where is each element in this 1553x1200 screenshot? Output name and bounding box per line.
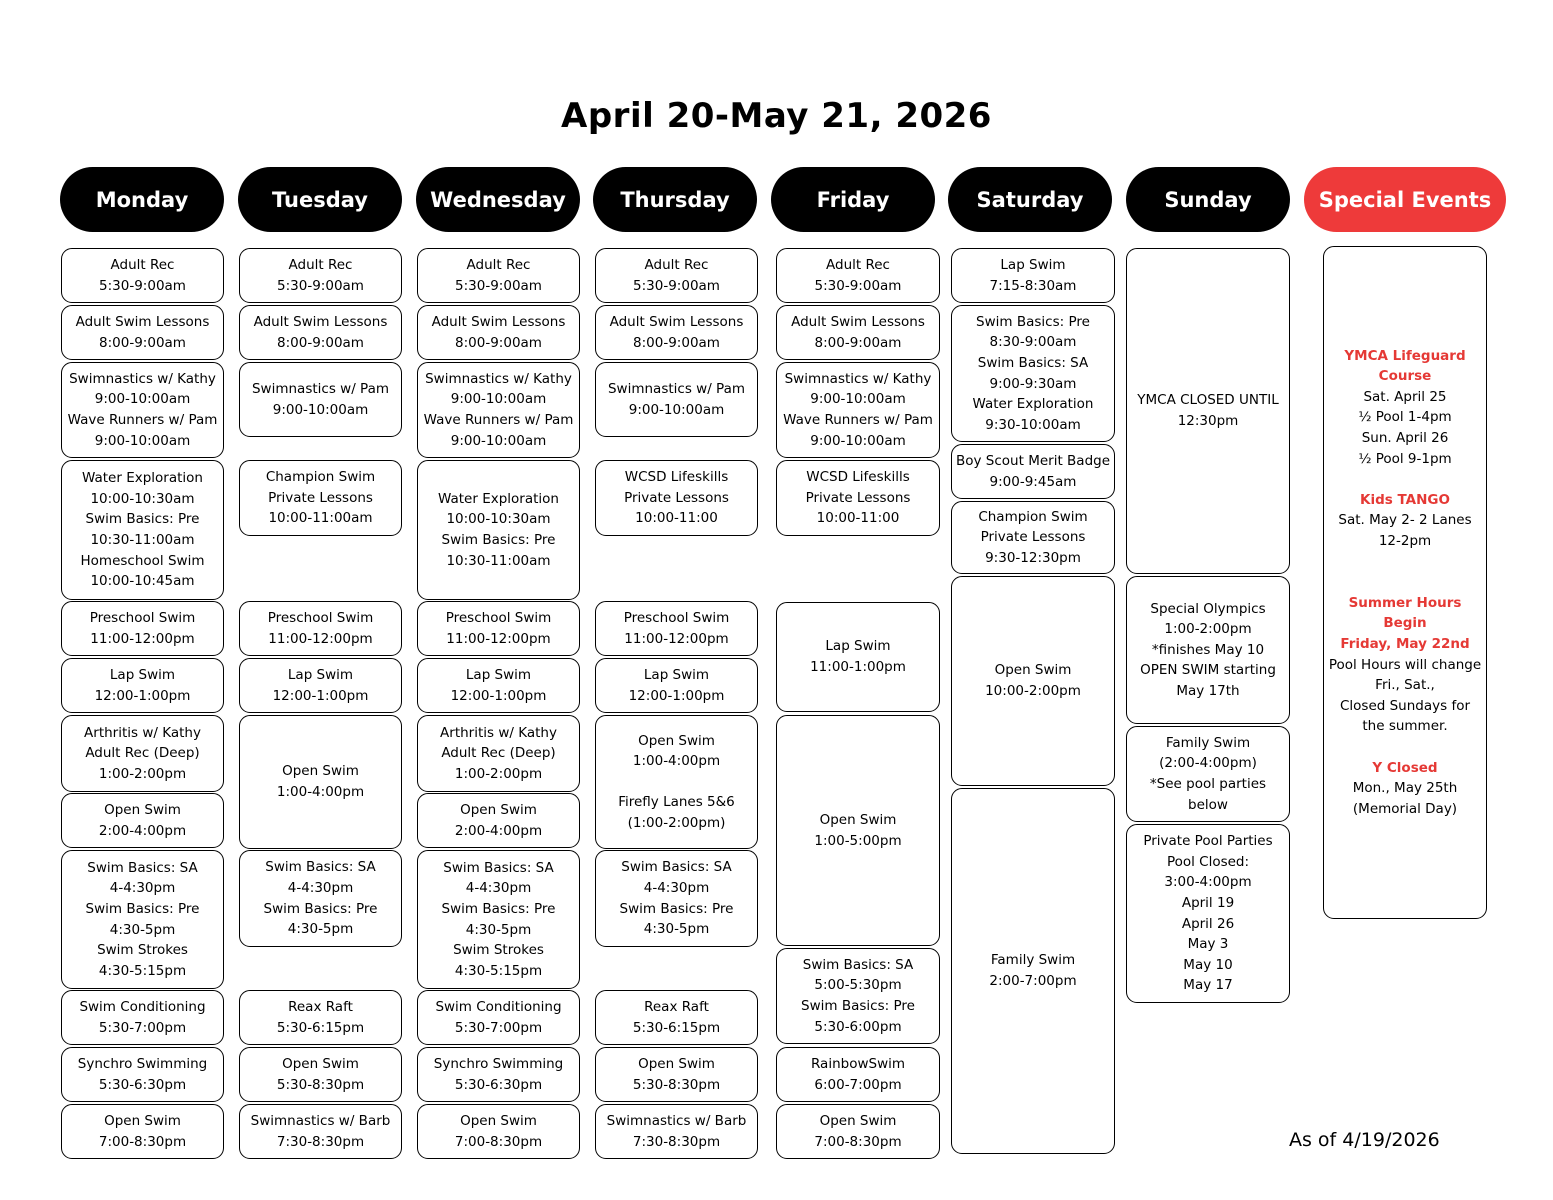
schedule-line: 4:30-5:15pm xyxy=(454,962,543,979)
schedule-block xyxy=(417,793,580,848)
schedule-line: Homeschool Swim xyxy=(80,552,205,569)
schedule-block xyxy=(595,990,758,1045)
schedule-line: Reax Raft xyxy=(644,998,709,1015)
schedule-line: Swim Basics: SA xyxy=(802,956,914,973)
schedule-line: Family Swim xyxy=(1165,734,1251,751)
schedule-block xyxy=(417,850,580,989)
day-header-saturday: Saturday xyxy=(948,167,1112,232)
special-event-line: ½ Pool 9-1pm xyxy=(1358,450,1452,467)
schedule-block xyxy=(239,248,402,303)
schedule-block xyxy=(776,1104,940,1159)
schedule-line: May 17 xyxy=(1183,977,1233,994)
schedule-block xyxy=(417,460,580,600)
as-of-date: As of 4/19/2026 xyxy=(1289,1129,1440,1151)
special-event-line: the summer. xyxy=(1362,718,1448,735)
schedule-line: 9:30-12:30pm xyxy=(985,549,1081,566)
schedule-line: Swim Basics: Pre xyxy=(976,313,1090,330)
schedule-block xyxy=(239,1047,402,1102)
schedule-line: Swimnastics w/ Kathy xyxy=(784,370,932,387)
schedule-line: Private Lessons xyxy=(805,489,911,506)
schedule-block xyxy=(61,658,224,713)
special-event-line: 12-2pm xyxy=(1378,533,1432,550)
schedule-line: 9:00-10:00am xyxy=(450,391,547,408)
schedule-line: Wave Runners w/ Pam xyxy=(783,412,933,428)
schedule-block xyxy=(239,1104,402,1159)
special-event-line: Closed Sundays for xyxy=(1339,697,1471,714)
schedule-line: Adult Rec (Deep) xyxy=(85,745,200,762)
schedule-line: 5:30-9:00am xyxy=(455,277,542,294)
special-event-heading: Kids TANGO xyxy=(1360,491,1450,508)
schedule-line: Swimnastics w/ Barb xyxy=(250,1112,391,1129)
schedule-line: Open Swim xyxy=(819,811,897,828)
schedule-block xyxy=(951,576,1115,786)
schedule-line: 1:00-2:00pm xyxy=(1164,621,1252,638)
schedule-line: 1:00-5:00pm xyxy=(814,832,902,849)
schedule-line: Lap Swim xyxy=(1000,256,1066,273)
schedule-line: 2:00-4:00pm xyxy=(454,822,543,839)
schedule-line: May 3 xyxy=(1187,936,1229,953)
schedule-line: OPEN SWIM starting xyxy=(1140,662,1276,679)
special-event-heading: YMCA Lifeguard xyxy=(1344,347,1466,364)
schedule-line: 12:00-1:00pm xyxy=(94,687,191,704)
special-events-header: Special Events xyxy=(1304,167,1506,232)
schedule-line: Private Lessons xyxy=(624,489,729,506)
schedule-line: Special Olympics xyxy=(1150,600,1266,617)
schedule-block xyxy=(951,501,1115,574)
schedule-line: 7:00-8:30pm xyxy=(98,1133,187,1150)
schedule-line: 8:00-9:00am xyxy=(814,334,902,351)
schedule-line: 9:00-10:00am xyxy=(810,391,906,408)
schedule-block xyxy=(61,715,224,792)
schedule-line: 11:00-12:00pm xyxy=(90,630,195,647)
schedule-line: 11:00-12:00pm xyxy=(624,630,729,647)
day-header-thursday: Thursday xyxy=(593,167,757,232)
schedule-block xyxy=(1126,726,1290,822)
schedule-line: Swim Basics: Pre xyxy=(263,900,378,917)
schedule-line: Swim Strokes xyxy=(453,942,544,959)
schedule-line: 9:00-10:00am xyxy=(810,432,906,449)
schedule-line: Swim Strokes xyxy=(97,942,188,959)
special-event-line: ½ Pool 1-4pm xyxy=(1358,409,1452,426)
schedule-line: Swim Basics: SA xyxy=(87,859,198,876)
schedule-block xyxy=(951,248,1115,303)
schedule-block xyxy=(595,1047,758,1102)
schedule-line: 5:30-6:15pm xyxy=(276,1019,365,1036)
schedule-line: Open Swim xyxy=(994,662,1072,679)
schedule-line: 9:00-10:00am xyxy=(272,401,369,418)
schedule-block xyxy=(595,362,758,437)
schedule-block xyxy=(61,601,224,656)
schedule-line: Reax Raft xyxy=(288,998,353,1015)
schedule-block xyxy=(239,850,402,947)
schedule-block xyxy=(776,362,940,458)
schedule-line: Adult Swim Lessons xyxy=(253,313,388,330)
schedule-line: Open Swim xyxy=(638,732,715,749)
schedule-block xyxy=(776,715,940,946)
schedule-block xyxy=(417,990,580,1045)
schedule-line: 4:30-5pm xyxy=(643,921,710,938)
schedule-block xyxy=(776,248,940,303)
schedule-block xyxy=(61,990,224,1045)
schedule-block xyxy=(595,658,758,713)
schedule-line: Private Pool Parties xyxy=(1143,833,1273,850)
schedule-line: 5:30-6:15pm xyxy=(632,1019,721,1036)
schedule-line: 8:00-9:00am xyxy=(99,334,186,351)
schedule-line: 10:00-10:30am xyxy=(446,511,551,528)
schedule-line: 7:30-8:30pm xyxy=(276,1133,365,1150)
special-event-heading: Course xyxy=(1378,368,1432,385)
schedule-line: Swimnastics w/ Pam xyxy=(251,380,389,397)
special-event-line: Fri., Sat., xyxy=(1375,677,1435,694)
schedule-block xyxy=(951,305,1115,442)
schedule-line: Open Swim xyxy=(104,1112,181,1129)
schedule-line: 8:00-9:00am xyxy=(277,334,364,351)
schedule-line: 7:00-8:30pm xyxy=(454,1133,543,1150)
schedule-line: 10:00-11:00am xyxy=(268,510,373,527)
schedule-line: 11:00-12:00pm xyxy=(446,630,551,647)
schedule-line: 5:30-6:30pm xyxy=(98,1076,187,1093)
schedule-line: Swim Basics: Pre xyxy=(619,900,734,917)
schedule-block xyxy=(595,715,758,849)
schedule-line: Swim Basics: Pre xyxy=(801,998,915,1014)
schedule-line: Swim Basics: Pre xyxy=(85,511,200,528)
schedule-line: *finishes May 10 xyxy=(1151,641,1265,658)
schedule-block xyxy=(951,788,1115,1154)
schedule-line: Adult Swim Lessons xyxy=(431,313,566,330)
schedule-line: 7:15-8:30am xyxy=(989,277,1077,294)
schedule-line: Family Swim xyxy=(990,952,1076,969)
schedule-line: 10:30-11:00am xyxy=(90,532,195,548)
schedule-line: Lap Swim xyxy=(465,666,532,683)
day-header-friday: Friday xyxy=(771,167,935,232)
schedule-block xyxy=(417,362,580,458)
schedule-block xyxy=(61,1104,224,1159)
schedule-line: 4:30-5pm xyxy=(287,921,354,938)
schedule-line: 5:30-8:30pm xyxy=(276,1076,365,1093)
schedule-line: 10:30-11:00am xyxy=(446,552,551,569)
day-header-tuesday: Tuesday xyxy=(238,167,402,232)
schedule-line: Champion Swim xyxy=(265,469,376,486)
schedule-line: Adult Rec xyxy=(110,256,175,273)
schedule-line: Water Exploration xyxy=(972,396,1094,413)
schedule-line: Arthritis w/ Kathy xyxy=(84,724,201,741)
schedule-line: Swim Conditioning xyxy=(435,998,562,1015)
schedule-line: Swim Basics: Pre xyxy=(85,900,200,917)
day-header-wednesday: Wednesday xyxy=(416,167,580,232)
schedule-line: Swimnastics w/ Kathy xyxy=(69,370,216,387)
schedule-line: 4-4:30pm xyxy=(465,880,532,897)
schedule-block xyxy=(417,248,580,303)
schedule-line: 3:00-4:00pm xyxy=(1164,874,1252,891)
schedule-line: 4-4:30pm xyxy=(109,880,176,897)
schedule-block xyxy=(776,948,940,1044)
schedule-line: 1:00-4:00pm xyxy=(276,784,365,800)
schedule-line: Pool Closed: xyxy=(1166,853,1250,870)
schedule-block xyxy=(61,793,224,848)
schedule-line: 1:00-4:00pm xyxy=(632,753,721,770)
schedule-line: Synchro Swimming xyxy=(77,1055,208,1072)
schedule-block xyxy=(776,1047,940,1102)
schedule-line: Open Swim xyxy=(819,1112,897,1129)
schedule-block xyxy=(61,248,224,303)
schedule-block xyxy=(239,460,402,536)
schedule-block xyxy=(61,460,224,600)
schedule-line: Adult Swim Lessons xyxy=(609,313,744,330)
schedule-line: Swim Basics: SA xyxy=(977,354,1089,371)
schedule-line: 7:00-8:30pm xyxy=(814,1133,902,1150)
schedule-line: 5:30-9:00am xyxy=(814,277,902,294)
schedule-line: 10:00-10:30am xyxy=(90,490,195,507)
schedule-block xyxy=(239,715,402,849)
schedule-line: Wave Runners w/ Pam xyxy=(423,412,574,428)
schedule-line: 5:30-6:30pm xyxy=(454,1076,543,1093)
schedule-line: Synchro Swimming xyxy=(433,1055,564,1072)
special-event-line: (Memorial Day) xyxy=(1352,800,1458,817)
schedule-line: 2:00-4:00pm xyxy=(98,822,187,839)
schedule-line: Preschool Swim xyxy=(267,609,374,626)
schedule-line: Lap Swim xyxy=(643,666,710,683)
schedule-block xyxy=(776,305,940,360)
schedule-line: 10:00-10:45am xyxy=(90,573,195,590)
schedule-line: Open Swim xyxy=(282,1055,359,1072)
schedule-block xyxy=(61,362,224,458)
schedule-line: Preschool Swim xyxy=(445,609,552,626)
schedule-block xyxy=(417,305,580,360)
schedule-line: 1:00-2:00pm xyxy=(454,765,543,782)
schedule-block xyxy=(239,305,402,360)
schedule-line: Open Swim xyxy=(460,801,537,818)
schedule-line: WCSD Lifeskills xyxy=(624,469,729,486)
schedule-block xyxy=(1126,248,1290,574)
schedule-line: 5:30-9:00am xyxy=(277,277,364,294)
schedule-line: Swim Basics: SA xyxy=(265,859,376,876)
schedule-line: 12:30pm xyxy=(1177,413,1239,429)
schedule-block xyxy=(595,1104,758,1159)
schedule-line: Firefly Lanes 5&6 xyxy=(618,794,735,811)
schedule-line: Open Swim xyxy=(282,763,359,780)
schedule-line: 5:30-7:00pm xyxy=(454,1019,543,1036)
schedule-line: Swimnastics w/ Pam xyxy=(607,380,745,397)
special-event-line: Sat. May 2- 2 Lanes xyxy=(1338,512,1472,529)
schedule-line: April 26 xyxy=(1181,915,1235,932)
schedule-line: Open Swim xyxy=(104,801,181,818)
special-event-line: Mon., May 25th xyxy=(1352,780,1458,797)
schedule-line: 6:00-7:00pm xyxy=(814,1076,902,1093)
schedule-block xyxy=(239,362,402,437)
schedule-line: 8:30-9:00am xyxy=(989,334,1077,351)
schedule-line: 5:30-9:00am xyxy=(633,277,720,294)
schedule-block xyxy=(61,305,224,360)
schedule-line: Swimnastics w/ Barb xyxy=(606,1112,747,1129)
schedule-block xyxy=(776,602,940,712)
schedule-block xyxy=(595,601,758,656)
schedule-block xyxy=(595,248,758,303)
schedule-line: Adult Rec xyxy=(466,256,531,273)
schedule-line: 12:00-1:00pm xyxy=(628,687,725,704)
schedule-line: Swim Basics: SA xyxy=(621,859,732,876)
schedule-line: Wave Runners w/ Pam xyxy=(67,412,218,428)
schedule-line: Lap Swim xyxy=(109,666,176,683)
schedule-line: Adult Swim Lessons xyxy=(791,313,925,330)
schedule-block xyxy=(417,715,580,792)
special-event-line: Pool Hours will change xyxy=(1328,656,1482,673)
schedule-line: 5:30-6:00pm xyxy=(814,1018,902,1035)
schedule-line: 4-4:30pm xyxy=(287,879,354,896)
schedule-line: RainbowSwim xyxy=(810,1055,906,1072)
schedule-block xyxy=(595,850,758,947)
schedule-line: 4:30-5:15pm xyxy=(98,962,187,979)
schedule-line: Private Lessons xyxy=(268,489,373,506)
schedule-line: (1:00-2:00pm) xyxy=(627,814,726,831)
schedule-line: 5:30-8:30pm xyxy=(632,1076,721,1093)
schedule-block xyxy=(595,460,758,536)
special-event-heading: Summer Hours xyxy=(1348,594,1462,611)
schedule-line: Swim Basics: Pre xyxy=(441,532,556,548)
schedule-line: Open Swim xyxy=(638,1055,715,1072)
schedule-line: 4:30-5pm xyxy=(109,921,176,938)
day-header-sunday: Sunday xyxy=(1126,167,1290,232)
schedule-line: Water Exploration xyxy=(438,490,559,507)
schedule-line: Private Lessons xyxy=(980,529,1086,546)
schedule-line: YMCA CLOSED UNTIL xyxy=(1137,392,1279,409)
page-title: April 20-May 21, 2026 xyxy=(561,96,992,136)
schedule-block xyxy=(417,658,580,713)
schedule-line: 4:30-5pm xyxy=(465,921,532,938)
schedule-line: Swim Basics: SA xyxy=(443,859,554,876)
schedule-block xyxy=(239,658,402,713)
schedule-block xyxy=(417,1047,580,1102)
schedule-line: 4-4:30pm xyxy=(643,879,710,896)
schedule-block xyxy=(417,601,580,656)
schedule-line: 9:00-9:45am xyxy=(989,473,1077,490)
schedule-line: 1:00-2:00pm xyxy=(98,765,187,782)
schedule-line: 9:30-10:00am xyxy=(985,416,1081,433)
schedule-block xyxy=(776,460,940,536)
special-event-heading: Friday, May 22nd xyxy=(1340,635,1470,652)
schedule-line: Open Swim xyxy=(460,1112,537,1129)
schedule-block xyxy=(61,850,224,989)
schedule-line: *See pool parties xyxy=(1149,776,1267,792)
schedule-line: below xyxy=(1188,796,1228,813)
schedule-line: 8:00-9:00am xyxy=(633,334,720,351)
schedule-line: Swimnastics w/ Kathy xyxy=(425,370,572,387)
schedule-line: Adult Rec (Deep) xyxy=(441,745,556,762)
schedule-line: 11:00-1:00pm xyxy=(810,659,906,675)
day-header-monday: Monday xyxy=(60,167,224,232)
schedule-line: 9:00-9:30am xyxy=(989,375,1077,392)
schedule-line: Adult Rec xyxy=(644,256,709,273)
special-events-panel xyxy=(1323,246,1487,919)
special-event-line: Sun. April 26 xyxy=(1361,430,1449,447)
schedule-line: (2:00-4:00pm) xyxy=(1159,755,1257,772)
schedule-line: 8:00-9:00am xyxy=(455,334,542,351)
schedule-line: 9:00-10:00am xyxy=(94,391,191,408)
schedule-line: 2:00-7:00pm xyxy=(989,973,1077,989)
schedule-line: 9:00-10:00am xyxy=(94,432,191,449)
schedule-block xyxy=(61,1047,224,1102)
schedule-line: Preschool Swim xyxy=(89,609,196,626)
schedule-line: 9:00-10:00am xyxy=(628,401,725,418)
schedule-line: 5:30-9:00am xyxy=(99,277,186,294)
schedule-line: May 17th xyxy=(1176,682,1240,699)
schedule-line: Adult Rec xyxy=(826,256,890,273)
schedule-line: 5:30-7:00pm xyxy=(98,1019,187,1036)
schedule-block xyxy=(1126,576,1290,724)
schedule-line: Lap Swim xyxy=(825,638,891,655)
special-event-heading: Y Closed xyxy=(1372,759,1438,776)
schedule-line: Lap Swim xyxy=(287,666,354,683)
schedule-block xyxy=(239,990,402,1045)
schedule-line: 7:30-8:30pm xyxy=(632,1133,721,1150)
schedule-line: 11:00-12:00pm xyxy=(268,630,373,647)
schedule-line: Arthritis w/ Kathy xyxy=(440,724,557,741)
schedule-line: 10:00-11:00 xyxy=(816,510,900,527)
schedule-line: WCSD Lifeskills xyxy=(806,469,910,486)
schedule-line: April 19 xyxy=(1181,894,1235,911)
schedule-line: Adult Rec xyxy=(288,256,353,273)
schedule-line: Water Exploration xyxy=(82,470,203,487)
special-event-line: Sat. April 25 xyxy=(1363,388,1447,405)
schedule-line: 10:00-11:00 xyxy=(635,510,718,527)
schedule-line: 5:00-5:30pm xyxy=(814,977,902,994)
schedule-line: Boy Scout Merit Badge xyxy=(956,452,1111,469)
schedule-block xyxy=(595,305,758,360)
schedule-block xyxy=(417,1104,580,1159)
schedule-line: 9:00-10:00am xyxy=(450,432,547,449)
schedule-line: 12:00-1:00pm xyxy=(450,687,547,704)
schedule-block xyxy=(1126,824,1290,1003)
schedule-line: 12:00-1:00pm xyxy=(272,687,369,704)
schedule-line: Adult Swim Lessons xyxy=(75,313,210,330)
schedule-line: 10:00-2:00pm xyxy=(985,683,1081,699)
schedule-line: Champion Swim xyxy=(978,508,1088,525)
schedule-block xyxy=(239,601,402,656)
schedule-line: Swim Conditioning xyxy=(79,998,206,1015)
schedule-block xyxy=(951,444,1115,499)
special-event-heading: Begin xyxy=(1383,615,1427,632)
schedule-line: Preschool Swim xyxy=(623,609,730,626)
schedule-line: Swim Basics: Pre xyxy=(441,900,556,917)
schedule-line: May 10 xyxy=(1183,956,1233,973)
